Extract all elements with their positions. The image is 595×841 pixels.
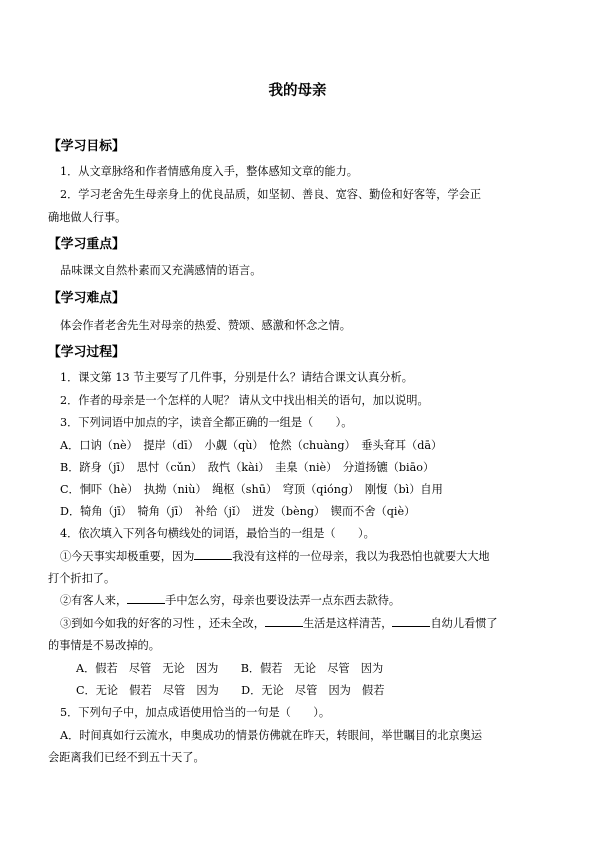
heading-focus: 【学习重点】 xyxy=(48,237,125,252)
q3-option-c: C．恫吓（hè） 执拗（niù） 绳枢（shū） 穹顶（qióng） 刚愎（bì）自用 xyxy=(60,483,443,496)
question-3: 3．下列词语中加点的字，读音全都正确的一组是（ ）。 xyxy=(60,416,353,429)
q4-s3-cont: 的事情是不易改掉的。 xyxy=(48,639,160,652)
heading-process: 【学习过程】 xyxy=(48,345,125,360)
q4-options-ab: A．假若 尽管 无论 因为 B．假若 无论 尽管 因为 xyxy=(76,662,384,675)
question-2: 2．作者的母亲是一个怎样的人呢？ 请从文中找出相关的语句，加以说明。 xyxy=(60,394,429,407)
fill-blank-3[interactable] xyxy=(265,616,303,627)
q4-s1-part-a: ①今天事实却极重要，因为 xyxy=(60,550,195,563)
heading-goals: 【学习目标】 xyxy=(48,139,125,154)
q4-s1-cont: 打个折扣了。 xyxy=(48,572,116,585)
q3-option-a: A．口讷（nè） 提岸（dī） 小觑（qù） 怆然（chuàng） 垂头耷耳（dā） xyxy=(60,439,443,452)
q5-option-a: A．时间真如行云流水，申奥成功的情景仿佛就在昨天，转眼间，举世瞩目的北京奥运 xyxy=(60,729,483,742)
q4-s1-part-b: 我没有这样的一位母亲，我以为我恐怕也就要大大地 xyxy=(232,550,490,563)
fill-blank-2[interactable] xyxy=(127,593,165,604)
goal-item-1: 1．从文章脉络和作者情感角度入手，整体感知文章的能力。 xyxy=(60,165,358,178)
page-title: 我的母亲 xyxy=(268,82,327,99)
q5-option-a-cont: 会距离我们已经不到五十天了。 xyxy=(48,751,205,764)
q4-s3-part-c: 自幼儿看惯了 xyxy=(430,617,498,630)
fill-blank-1[interactable] xyxy=(194,549,232,560)
q4-s2-part-b: 手中怎么穷，母亲也要设法弄一点东西去款待。 xyxy=(165,594,401,607)
question-5: 5．下列句子中，加点成语使用恰当的一句是（ ）。 xyxy=(60,706,331,719)
q3-option-d: D．犄角（jī） 犄角（jī） 补给（jǐ） 迸发（bèng） 锲而不舍（qiè） xyxy=(60,505,416,518)
heading-difficulty: 【学习难点】 xyxy=(48,291,125,306)
q4-options-cd: C．无论 假若 尽管 因为 D．无论 尽管 因为 假若 xyxy=(76,684,385,697)
goal-item-2: 2．学习老舍先生母亲身上的优良品质，如坚韧、善良、宽容、勤俭和好客等，学会正 xyxy=(60,188,482,201)
focus-text: 品味课文自然朴素而又充满感情的语言。 xyxy=(60,264,262,277)
difficulty-text: 体会作者老舍先生对母亲的热爱、赞颂、感激和怀念之情。 xyxy=(60,319,351,332)
q4-sentence-1 xyxy=(60,548,552,564)
goal-item-2-cont: 确地做人行事。 xyxy=(48,211,127,224)
q3-option-b: B．跻身（jī） 思忖（cǔn） 敌忾（kài） 圭臬（niè） 分道扬镳（biāo） xyxy=(60,461,435,474)
question-1: 1．课文第 13 节主要写了几件事，分别是什么？请结合课文认真分析。 xyxy=(60,371,413,384)
q4-sentence-3 xyxy=(60,615,552,631)
q4-s2-part-a: ②有客人来， xyxy=(60,594,128,607)
q4-s3-part-a: ③到如今如我的好客的习性 ，还未全改， xyxy=(60,617,265,630)
q4-sentence-2 xyxy=(60,592,552,608)
fill-blank-4[interactable] xyxy=(392,616,430,627)
question-4: 4．依次填入下列各句横线处的词语，最恰当的一组是（ ）。 xyxy=(60,527,375,540)
q4-s3-part-b: 生活是这样清苦， xyxy=(302,617,393,630)
